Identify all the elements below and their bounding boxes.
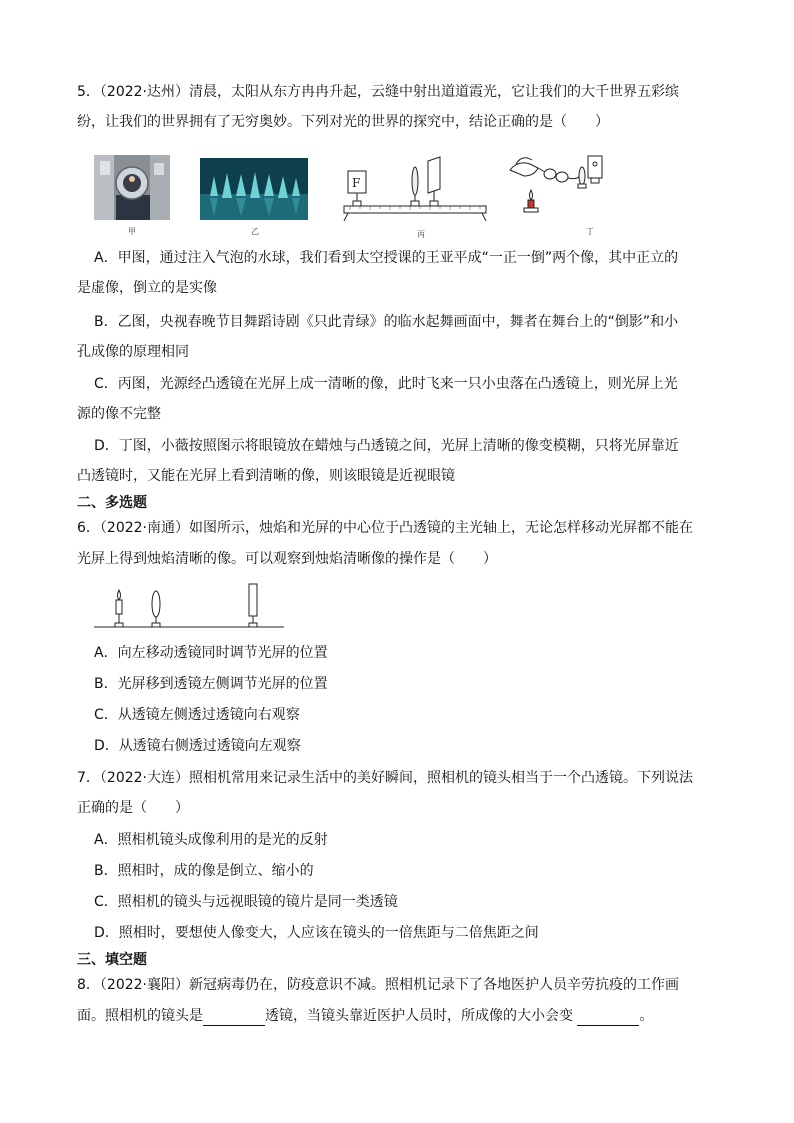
- q5-figure-bing: [340, 153, 490, 225]
- q7-option-b: B．照相时，成的像是倒立、缩小的: [94, 863, 314, 879]
- q6-stem-line2: 光屏上得到烛焰清晰的像。可以观察到烛焰清晰像的操作是（ ）: [77, 551, 497, 567]
- section-heading-multi-choice: 二、多选题: [77, 495, 147, 511]
- q8-answer-blank-1[interactable]: [203, 1011, 265, 1026]
- q8-text-part1: 面。照相机的镜头是: [77, 1008, 203, 1024]
- section-heading-fill-blank: 三、填空题: [77, 952, 147, 968]
- q7-option-a: A．照相机镜头成像利用的是光的反射: [94, 832, 328, 848]
- q5-option-a-line1: A．甲图，通过注入气泡的水球，我们看到太空授课的王亚平成“一正一倒”两个像，其中正立的: [94, 250, 679, 266]
- q8-stem-line2: [77, 1006, 717, 1026]
- q7-option-c: C．照相机的镜头与远视眼镜的镜片是同一类透镜: [94, 894, 398, 910]
- q5-option-b-line2: 孔成像的原理相同: [77, 344, 189, 360]
- q6-option-b: B．光屏移到透镜左侧调节光屏的位置: [94, 676, 328, 692]
- q5-option-d-line1: D．丁图，小薇按照图示将眼镜放在蜡烛与凸透镜之间，光屏上清晰的像变模糊，只将光屏靠近: [94, 438, 679, 454]
- q5-stem-line2: 纷，让我们的世界拥有了无穷奥妙。下列对光的世界的探究中，结论正确的是（ ）: [77, 114, 609, 130]
- q5-option-b-line1: B．乙图，央视春晚节目舞蹈诗剧《只此青绿》的临水起舞画面中，舞者在舞台上的“倒影”和小: [94, 314, 679, 330]
- q8-stem-line1: 8．（2022·襄阳）新冠病毒仍在，防疫意识不减。照相机记录下了各地医护人员辛劳抗疫的工作画: [77, 977, 679, 993]
- candle-lens-screen-diagram: [94, 582, 284, 632]
- glasses-candle-diagram: [508, 150, 608, 220]
- optical-bench-diagram: [340, 153, 490, 225]
- q8-text-part3: 。: [639, 1008, 654, 1024]
- caption-ding: 丁: [586, 227, 594, 236]
- q5-figure-jia: [94, 155, 170, 220]
- q7-stem-line2: 正确的是（ ）: [77, 800, 189, 816]
- caption-yi: 乙: [251, 227, 259, 236]
- caption-jia: 甲: [128, 227, 136, 236]
- q6-option-d: D．从透镜右侧透过透镜向左观察: [94, 738, 301, 754]
- q6-stem-line1: 6．（2022·南通）如图所示，烛焰和光屏的中心位于凸透镜的主光轴上，无论怎样移动光屏都不能在: [77, 520, 693, 536]
- q5-figure-yi: [200, 158, 308, 220]
- q5-option-c-line1: C．丙图，光源经凸透镜在光屏上成一清晰的像，此时飞来一只小虫落在凸透镜上，则光屏上光: [94, 376, 678, 392]
- astronaut-photo: [94, 155, 170, 220]
- q7-stem-line1: 7．（2022·大连）照相机常用来记录生活中的美好瞬间，照相机的镜头相当于一个凸透镜。下列说法: [77, 770, 693, 786]
- q5-option-d-line2: 凸透镜时，又能在光屏上看到清晰的像，则该眼镜是近视眼镜: [77, 468, 455, 484]
- q8-answer-blank-2[interactable]: [577, 1011, 639, 1026]
- q6-option-c: C．从透镜左侧透过透镜向右观察: [94, 707, 300, 723]
- caption-bing: 丙: [417, 230, 425, 239]
- q6-figure: [94, 582, 284, 632]
- q8-text-part2: 透镜，当镜头靠近医护人员时，所成像的大小会变: [265, 1008, 578, 1024]
- light-source-letter: F: [352, 176, 361, 190]
- q5-option-c-line2: 源的像不完整: [77, 406, 161, 422]
- q7-option-d: D．照相时，要想使人像变大，人应该在镜头的一倍焦距与二倍焦距之间: [94, 925, 539, 941]
- q5-option-a-line2: 是虚像，倒立的是实像: [77, 280, 217, 296]
- dance-stage-photo: [200, 158, 308, 220]
- q5-stem-line1: 5．（2022·达州）清晨，太阳从东方冉冉升起，云缝中射出道道霞光，它让我们的大千世界五彩缤: [77, 84, 679, 100]
- q6-option-a: A．向左移动透镜同时调节光屏的位置: [94, 645, 328, 661]
- q5-figure-ding: [508, 150, 608, 220]
